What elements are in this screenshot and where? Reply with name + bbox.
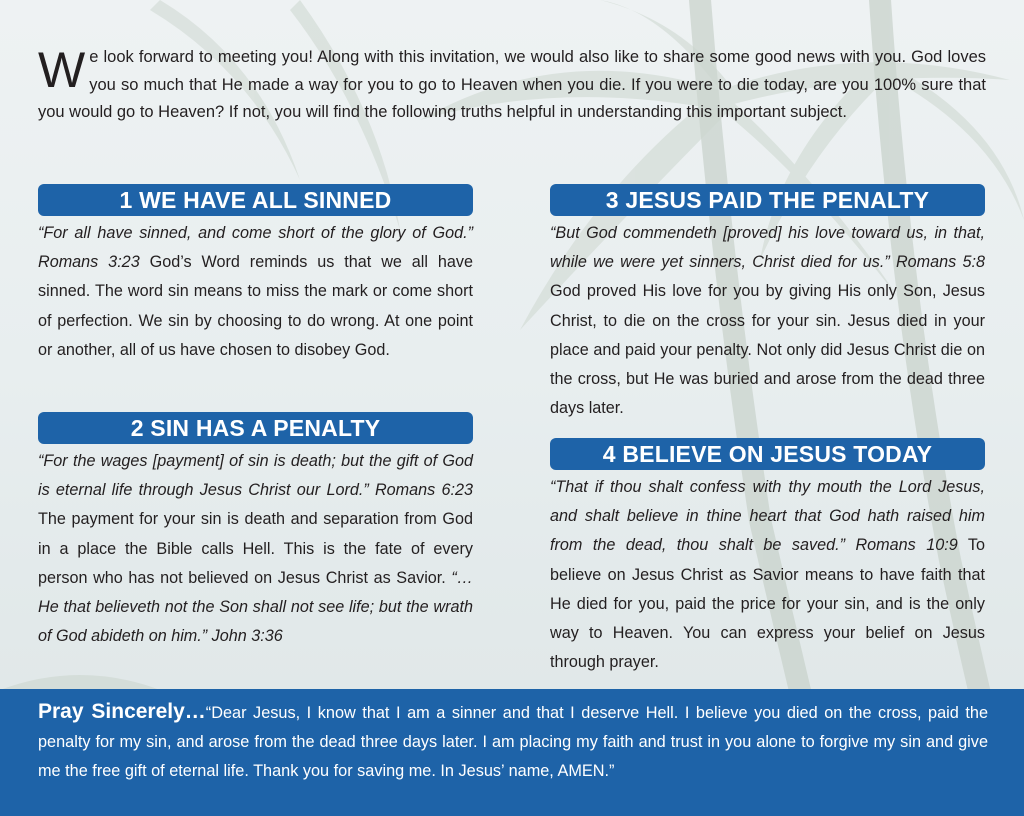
prayer-text: “Dear Jesus, I know that I am a sinner and that I deserve Hell. I believe you died on the cross, paid the penalty for my sin, and arose from the dead three days later. I am placing my faith and trust in you alone to forgive my sin and give me the free gift of eternal life. Thank you for saving me. In Jesus’ name, AMEN.”: [38, 704, 989, 780]
section-body: [38, 447, 473, 651]
section-heading: 1 WE HAVE ALL SINNED: [38, 184, 473, 216]
section-text: God proved His love for you by giving His only Son, Jesus Christ, to die on the cross for your sin. Jesus died in your place and paid your penalty. Not only did Jesus Christ die on the cross, but He was buried and arose from the dead three days later.: [550, 282, 985, 418]
section-text: The payment for your sin is death and separation from God in a place the Bible calls Hell. This is the fate of every person who has not believed on Jesus Christ as Savior.: [38, 510, 473, 587]
section-we-have-all-sinned: [38, 184, 473, 365]
drop-cap: W: [38, 42, 86, 98]
section-heading: 4 BELIEVE ON JESUS TODAY: [550, 438, 985, 470]
prayer-banner: [0, 689, 1024, 816]
scripture-quote: “But God commendeth [proved] his love toward us, in that, while we were yet sinners, Christ died for us.” Romans 5:8: [550, 224, 985, 272]
scripture-quote: “For the wages [payment] of sin is death; but the gift of God is eternal life through Jesus Christ our Lord.” Romans 6:23: [38, 452, 473, 500]
section-sin-has-a-penalty: [38, 412, 473, 651]
section-body: [38, 219, 473, 365]
section-believe-on-jesus-today: [550, 438, 985, 677]
scripture-quote-2: “…He that believeth not the Son shall not see life; but the wrath of God abideth on him.” John 3:36: [38, 568, 473, 646]
scripture-quote: “For all have sinned, and come short of the glory of God.” Romans 3:23: [38, 224, 473, 272]
section-body: [550, 219, 985, 423]
section-body: [550, 473, 985, 677]
section-heading: 2 SIN HAS A PENALTY: [38, 412, 473, 444]
section-jesus-paid-the-penalty: [550, 184, 985, 423]
intro-paragraph: [38, 44, 986, 127]
section-text: To believe on Jesus Christ as Savior means to have faith that He died for you, paid the price for your sin, and is the only way to Heaven. You can express your belief on Jesus through prayer.: [550, 536, 985, 672]
prayer-lead: Pray Sincerely…: [38, 700, 206, 723]
scripture-quote: “That if thou shalt confess with thy mouth the Lord Jesus, and shalt believe in thine heart that God hath raised him from the dead, thou shalt be saved.” Romans 10:9: [550, 478, 985, 555]
section-heading: 3 JESUS PAID THE PENALTY: [550, 184, 985, 216]
intro-text: e look forward to meeting you! Along with this invitation, we would also like to share some good news with you. God loves you so much that He made a way for you to go to Heaven when you die. If you were to die today, are you 100% sure that you would go to Heaven? If not, you will find the following truths helpful in understanding this important subject.: [38, 48, 986, 121]
section-text: God’s Word reminds us that we all have sinned. The word sin means to miss the mark or come short of perfection. We sin by choosing to do wrong. At one point or another, all of us have chosen to disobey God.: [38, 253, 474, 359]
prayer-paragraph: [38, 697, 988, 786]
